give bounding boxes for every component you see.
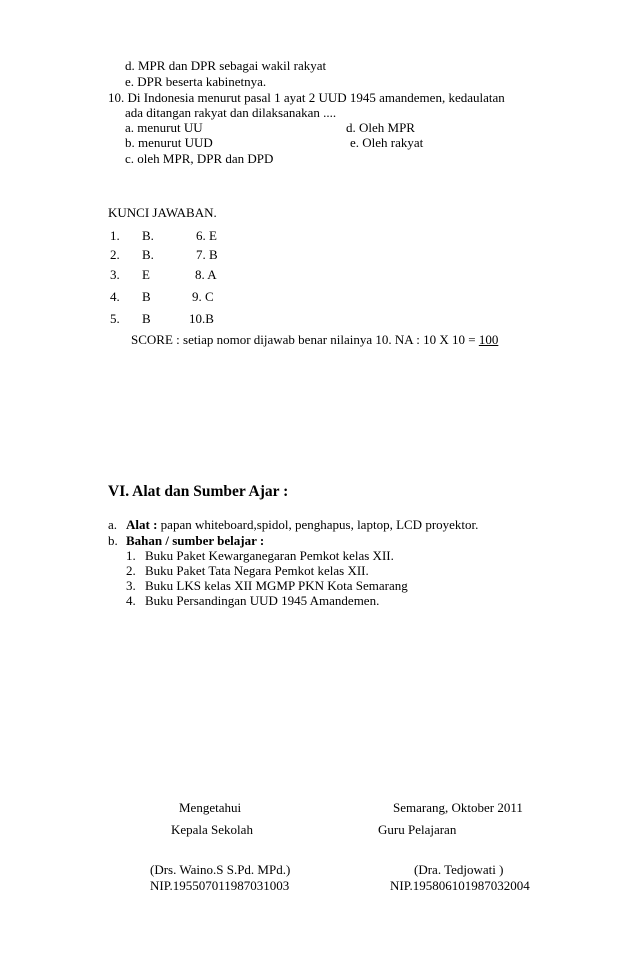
alat-marker: a.: [108, 517, 118, 532]
alat-label: Alat :: [126, 517, 158, 532]
list-item: Buku Paket Kewarganegaran Pemkot kelas XII.: [145, 548, 394, 563]
answer-value: B: [142, 311, 151, 326]
answer-pair: 6. E: [196, 228, 217, 243]
signature-right-name: (Dra. Tedjowati ): [414, 862, 504, 877]
answer-number: 5.: [110, 311, 120, 326]
answer-number: 2.: [110, 247, 120, 262]
list-item: Buku Persandingan UUD 1945 Amandemen.: [145, 593, 380, 608]
question-10-option-e: e. Oleh rakyat: [350, 135, 424, 150]
alat-line: [126, 517, 478, 533]
answer-value: B: [142, 289, 151, 304]
question-10-option-b: b. menurut UUD: [125, 135, 213, 150]
question-10-option-a: a. menurut UU: [125, 120, 203, 135]
alat-text: papan whiteboard,spidol, penghapus, laptop, LCD proyektor.: [157, 517, 479, 532]
answer-number: 3.: [110, 267, 120, 282]
answer-pair: 9. C: [192, 289, 214, 304]
signature-left-nip: NIP.195507011987031003: [150, 878, 290, 893]
answer-number: 1.: [110, 228, 120, 243]
bahan-label: Bahan / sumber belajar :: [126, 533, 265, 548]
signature-right-top: Semarang, Oktober 2011: [393, 800, 523, 815]
answer-pair: 10.B: [189, 311, 214, 326]
score-value: 100: [478, 332, 499, 347]
answer-value: E: [142, 267, 150, 282]
list-item-number: 2.: [126, 563, 136, 578]
list-item: Buku LKS kelas XII MGMP PKN Kota Semarang: [145, 578, 408, 593]
signature-left-role: Kepala Sekolah: [171, 822, 253, 837]
section-vi-title: VI. Alat dan Sumber Ajar :: [108, 483, 289, 500]
question-10-line2: ada ditangan rakyat dan dilaksanakan ....: [125, 105, 337, 120]
question-10-line1: 10. Di Indonesia menurut pasal 1 ayat 2 UUD 1945 amandemen, kedaulatan: [108, 90, 505, 105]
signature-right-role: Guru Pelajaran: [378, 822, 457, 837]
question-10-option-c: c. oleh MPR, DPR dan DPD: [125, 151, 274, 166]
list-item-number: 4.: [126, 593, 136, 608]
list-item-number: 1.: [126, 548, 136, 563]
list-item: Buku Paket Tata Negara Pemkot kelas XII.: [145, 563, 369, 578]
answer-value: B.: [142, 228, 154, 243]
option-e-text: e. DPR beserta kabinetnya.: [125, 74, 267, 89]
question-10-option-d: d. Oleh MPR: [346, 120, 415, 135]
answer-pair: 8. A: [195, 267, 217, 282]
signature-left-name: (Drs. Waino.S S.Pd. MPd.): [150, 862, 291, 877]
signature-left-top: Mengetahui: [179, 800, 242, 815]
answer-value: B.: [142, 247, 154, 262]
list-item-number: 3.: [126, 578, 136, 593]
option-d-text: d. MPR dan DPR sebagai wakil rakyat: [125, 58, 327, 73]
signature-right-nip: NIP.195806101987032004: [390, 878, 530, 893]
answer-number: 4.: [110, 289, 120, 304]
answer-key-title: KUNCI JAWABAN.: [108, 205, 217, 220]
score-line: [131, 332, 498, 348]
answer-pair: 7. B: [196, 247, 218, 262]
bahan-marker: b.: [108, 533, 118, 548]
score-text: SCORE : setiap nomor dijawab benar nilainya 10. NA : 10 X 10 =: [131, 332, 479, 347]
